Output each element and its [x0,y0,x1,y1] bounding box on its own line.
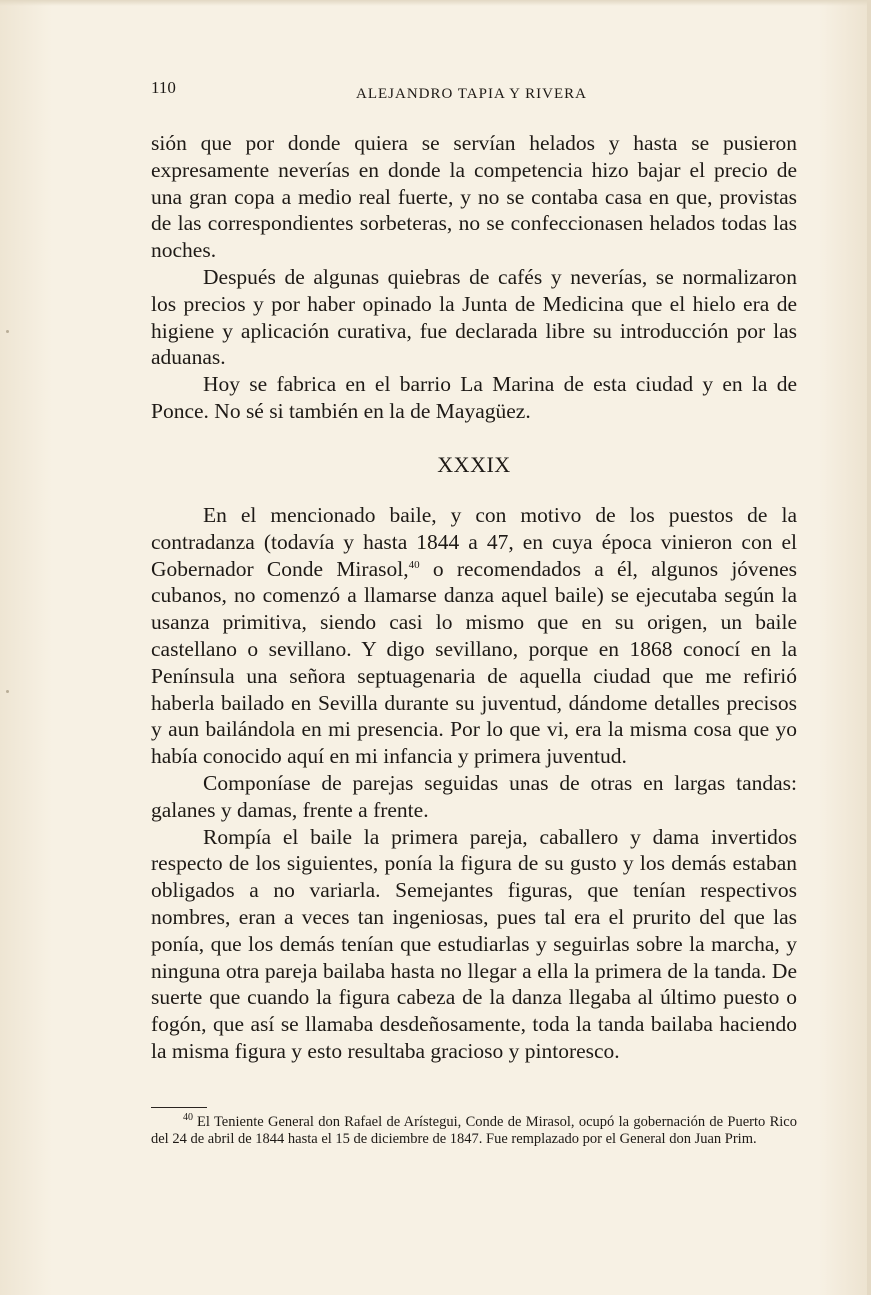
paragraph: Hoy se fabrica en el barrio La Marina de esta ciudad y en la de Ponce. No sé si también en la de Mayagüez. [151,372,797,423]
paragraph-text: o recomendados a él, algunos jóvenes cubanos, no comenzó a llamarse danza aquel baile) se ejecutaba según la usanza primitiva, siendo casi lo mismo que en su origen, un baile castellano o sevillano. Y digo sevillano, porque en 1868 conocí en la Península una señora septuagenaria de aquella ciudad que me refirió haberla bailado en Sevilla durante su juventud, dándome detalles precisos y aun bailándola en mi presencia. Por lo que vi, era la misma cosa que yo había conocido aquí en mi infancia y primera juventud. [151,556,797,769]
scan-speck [6,690,9,693]
paragraph: Rompía el baile la primera pareja, caballero y dama invertidos respecto de los siguientes, ponía la figura de su gusto y los demás estaban obligados a no variarla. Semejantes figuras, que tenían respectivos nombres, eran a veces tan ingeniosas, pues tal era el prurito del que las ponía, que los demás tenían que estudiarlas y seguirlas sobre la marcha, y ninguna otra pareja bailaba hasta no llegar a ella la primera de la tanda. De suerte que cuando la figura cabeza de la danza llegaba al último puesto o fogón, que así se llamaba desdeñosamente, toda la tanda bailaba haciendo la misma figura y esto resultaba gracioso y pintoresco. [151,824,797,1063]
footnote-divider [151,1107,207,1108]
paragraph-with-footnote [151,502,797,770]
paragraph-text: En el mencionado baile, y con motivo de los puestos de la contradanza (todavía y hasta 1844 a 47, en cuya época vinieron con el Gobernador Conde Mirasol, [151,503,797,581]
chapter-heading: XXXIX [437,452,511,477]
running-head: ALEJANDRO TAPIA Y RIVERA [356,86,587,102]
page-number: 110 [151,78,176,97]
footnote [151,1114,797,1147]
paragraph: sión que por donde quiera se servían helados y hasta se pusieron expresamente neverías en donde la competencia hizo bajar el precio de una gran copa a medio real fuerte, y no se contaba casa en que, provistas de las correspondientes sorbeteras, no se confeccionasen helados todas las noches. [151,131,797,263]
body-text-bottom [151,502,797,1065]
footnote-reference[interactable]: 40 [408,558,420,571]
paragraph: Después de algunas quiebras de cafés y neverías, se normalizaron los precios y por haber opinado la Junta de Medicina que el hielo era de higiene y aplicación curativa, fue declarada libre su introducción por las aduanas. [151,264,797,370]
page-top-edge [0,0,871,6]
paragraph: Componíase de parejas seguidas unas de otras en largas tandas: galanes y damas, frente a frente. [151,770,797,822]
page-right-edge [867,0,871,1295]
footnote-number: 40 [183,1112,193,1124]
scan-speck [6,330,9,333]
body-text-top [151,130,797,425]
footnote-text: El Teniente General don Rafael de Arístegui, Conde de Mirasol, ocupó la gobernación de Puerto Rico del 24 de abril de 1844 hasta el 15 de diciembre de 1847. Fue remplazado por el General don Juan Prim. [151,1114,797,1147]
